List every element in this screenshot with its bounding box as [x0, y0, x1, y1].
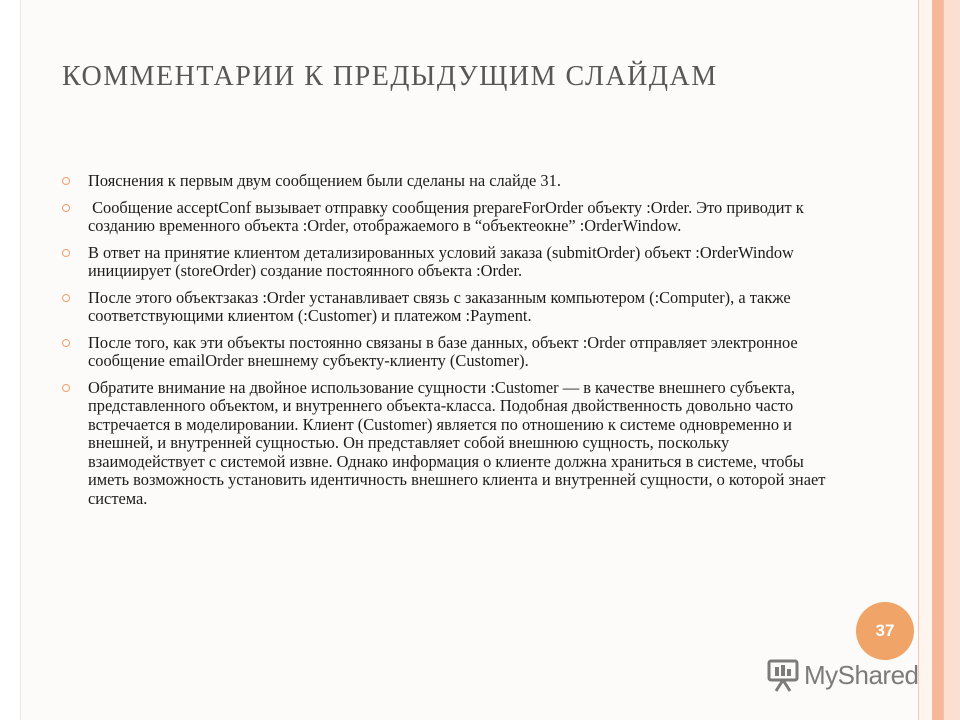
- slide-title: КОММЕНТАРИИ К ПРЕДЫДУЩИМ СЛАЙДАМ: [62, 61, 718, 92]
- bullet-item: [62, 244, 832, 281]
- bullet-text: После этого объектзаказ :Order устанавливает связь с заказанным компьютером (:Computer), а также соответствующими клиентом (:Customer) и платежом :Payment.: [88, 287, 791, 325]
- bullet-item: [62, 334, 832, 371]
- edge-stripe-outer: [943, 0, 960, 720]
- bullet-ring-icon: [62, 177, 70, 185]
- bullet-text: Обратите внимание на двойное использование сущности :Customer — в качестве внешнего субъекта, представленного объектом, и внутреннего объекта-класса. Подобная двойственность довольно часто встречается в моделировании. Клиент (Customer) является по отношению к системе одновременно и внешней, и внутренней сущностью. Он представляет собой внешнюю сущность, поскольку взаимодействует с системой извне. Однако информация о клиенте должна храниться в системе, чтобы иметь возможность установить идентичность внешнего клиента и внутренней сущности, о которой знает система.: [88, 377, 826, 508]
- watermark: [766, 656, 919, 694]
- bullet-text: Сообщение acceptConf вызывает отправку сообщения prepareForOrder объекту :Order. Это приводит к созданию временного объекта :Order, отображаемого в “объектеокне” :OrderWindow.: [88, 197, 808, 235]
- bullet-item: [62, 289, 832, 326]
- bullet-text: Пояснения к первым двум сообщением были сделаны на слайде 31.: [88, 171, 561, 190]
- bullet-text: В ответ на принятие клиентом детализированных условий заказа (submitOrder) объект :OrderWindow инициирует (storeOrder) создание постоянного объекта :Order.: [88, 242, 794, 280]
- edge-stripe-light: [918, 0, 933, 720]
- bullet-ring-icon: [62, 204, 70, 212]
- bullet-item: [62, 199, 832, 236]
- bullet-text: После того, как эти объекты постоянно связаны в базе данных, объект :Order отправляет электронное сообщение emailOrder внешнему субъекту-клиенту (Customer).: [88, 332, 798, 370]
- bullet-list: [62, 172, 832, 508]
- bullet-item: [62, 379, 832, 509]
- bullet-item: [62, 172, 832, 191]
- bullet-ring-icon: [62, 384, 70, 392]
- watermark-text: MyShared: [804, 659, 919, 690]
- presentation-board-icon: [766, 657, 800, 693]
- bullet-ring-icon: [62, 339, 70, 347]
- bullet-ring-icon: [62, 249, 70, 257]
- bullet-ring-icon: [62, 294, 70, 302]
- page-number-badge: 37: [856, 602, 914, 660]
- edge-stripe-accent: [932, 0, 943, 720]
